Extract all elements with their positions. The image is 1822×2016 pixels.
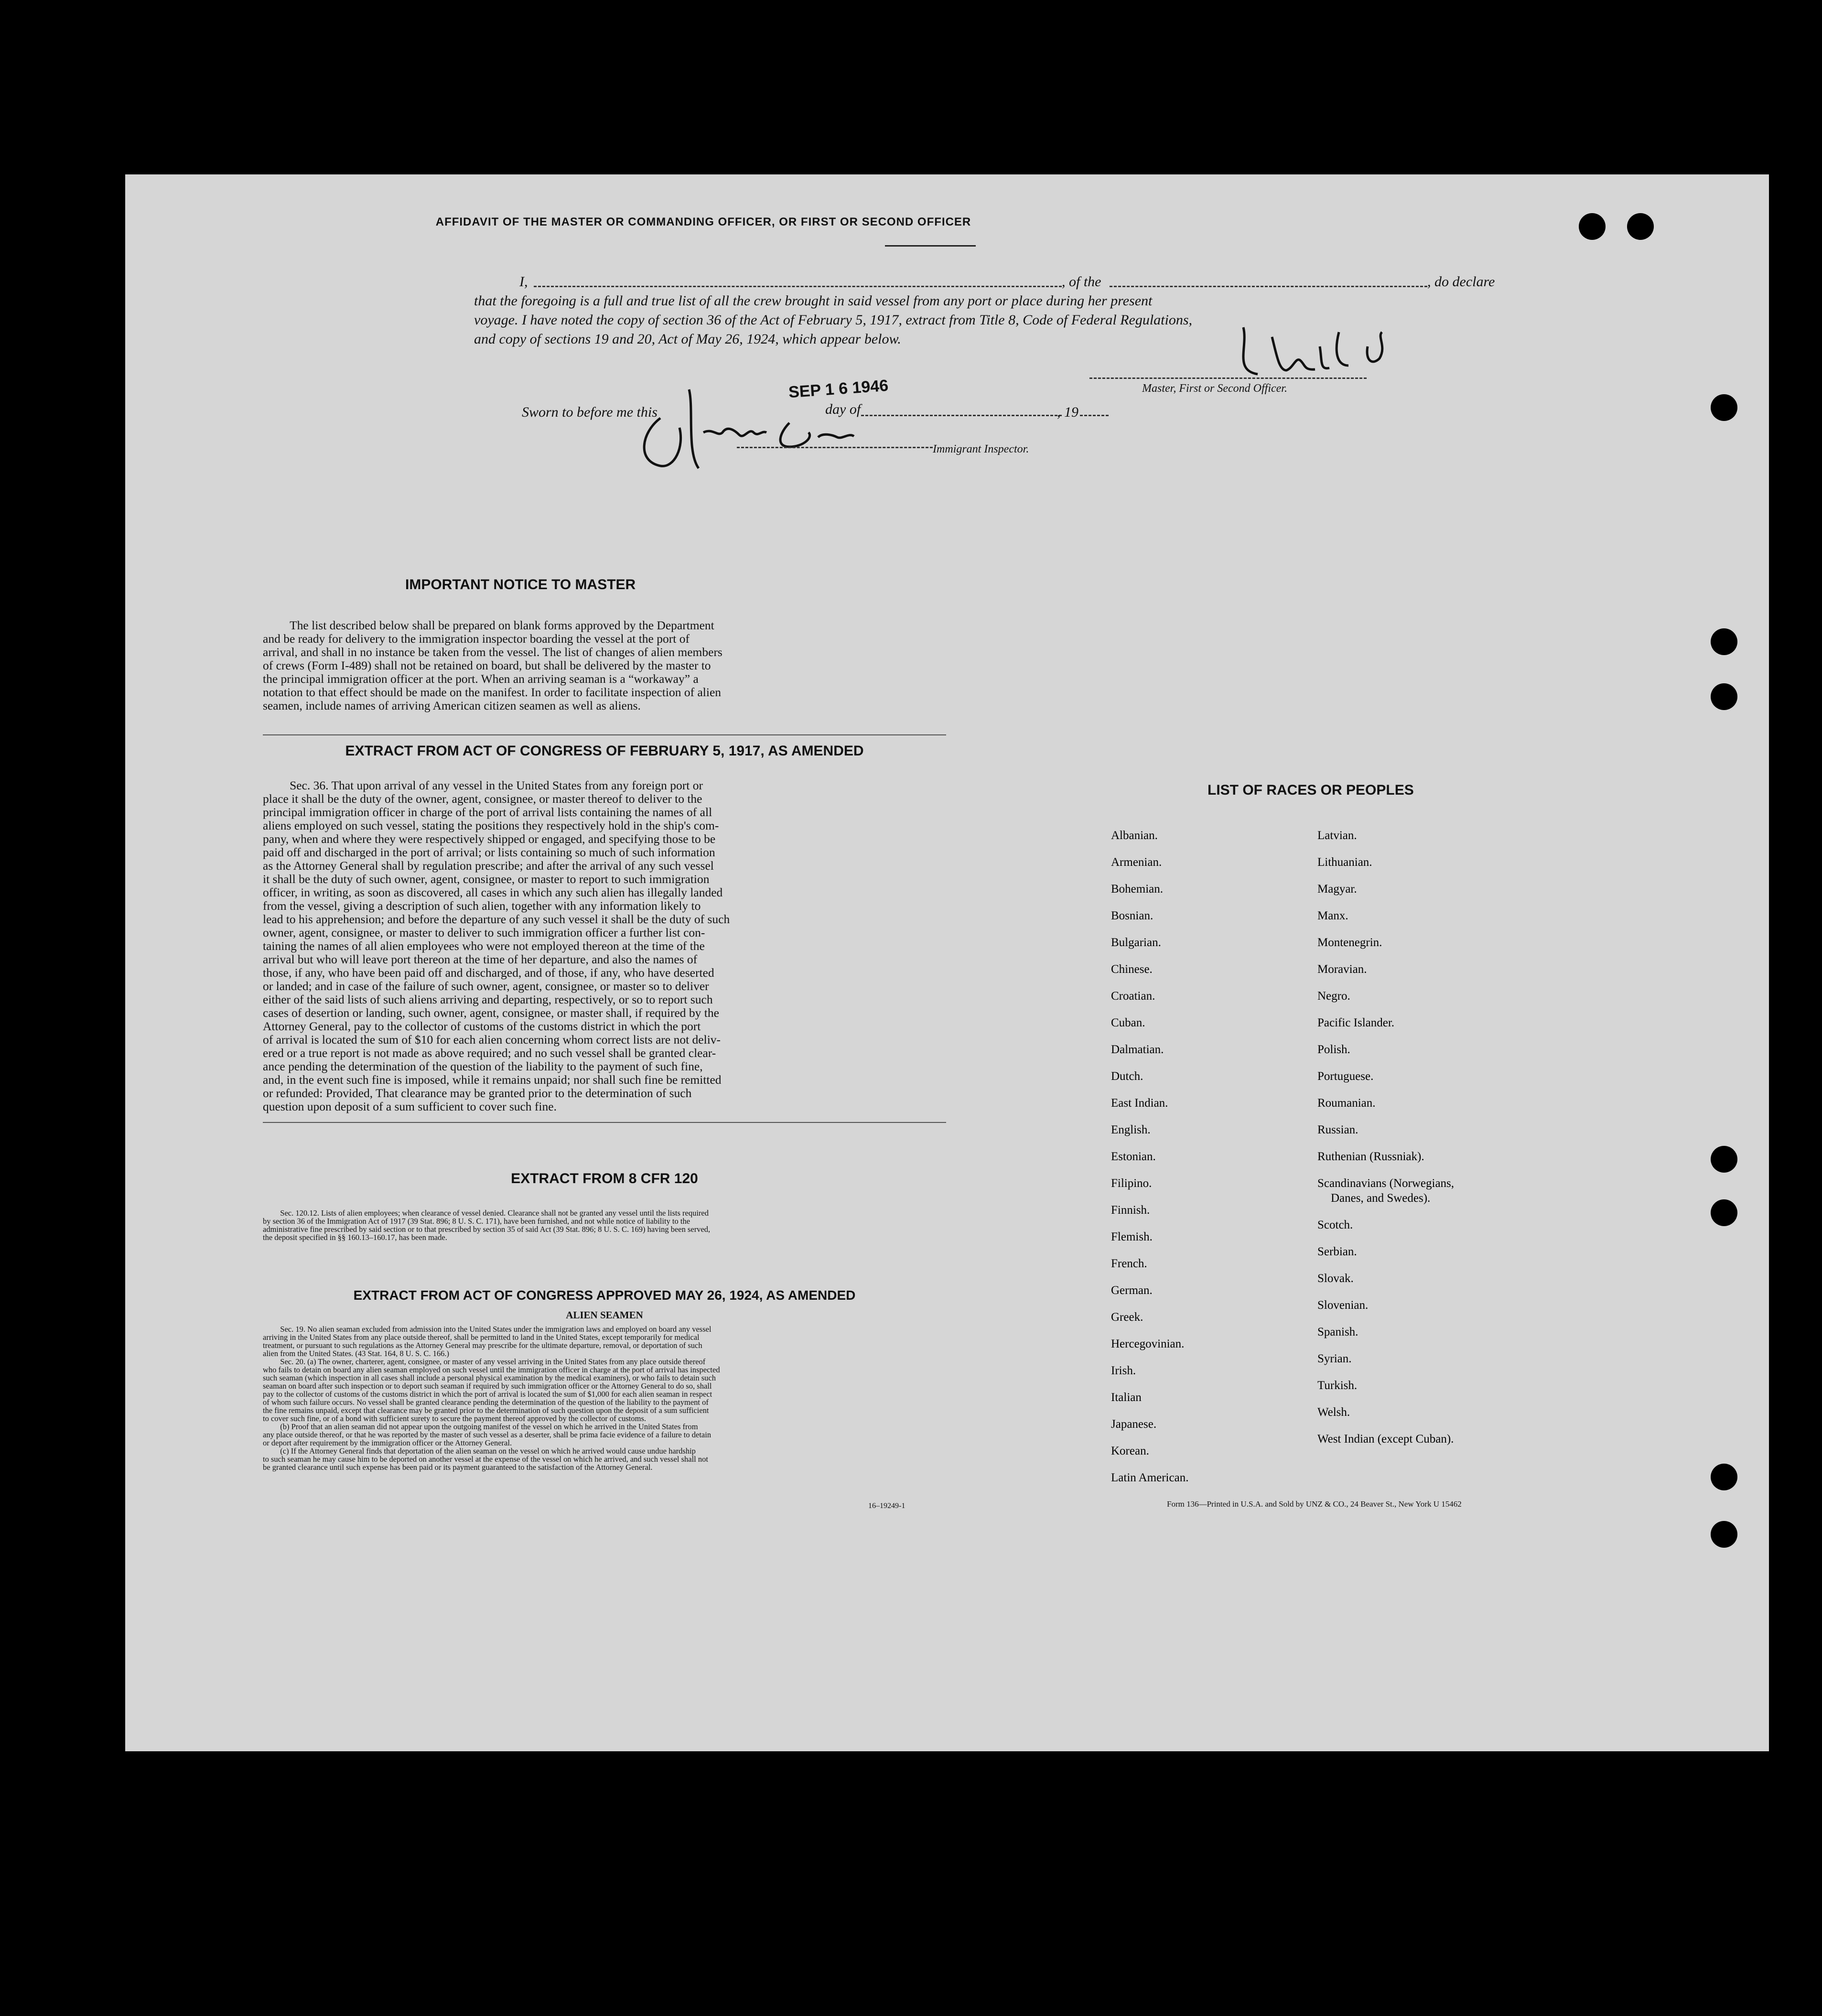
text-line: Sec. 20. (a) The owner, charterer, agent, consignee, or master of any vessel arriving in the United States from any place outside thereof — [280, 1357, 706, 1366]
race-item: Filipino. — [1111, 1177, 1152, 1190]
affidavit-declare: , do declare — [1427, 274, 1495, 290]
vessel-blank[interactable] — [1110, 286, 1427, 287]
affidavit-i: I, — [519, 274, 528, 290]
extract-1917-title: EXTRACT FROM ACT OF CONGRESS OF FEBRUARY 5, 1917, AS AMENDED — [345, 743, 864, 759]
punch-hole — [1711, 1199, 1737, 1226]
race-item: Moravian. — [1317, 963, 1367, 976]
affidavit-of-the: , of the — [1062, 274, 1101, 290]
text-line: as the Attorney General shall by regulation prescribe; and after the arrival of any such vessel — [263, 859, 714, 873]
inspector-signature — [632, 380, 899, 475]
race-item: English. — [1111, 1123, 1151, 1136]
text-line: notation to that effect should be made on the manifest. In order to facilitate inspection of alien — [263, 685, 722, 699]
date-stamp: SEP 1 6 1946 — [787, 376, 889, 402]
notice-body — [263, 619, 946, 712]
race-item: Syrian. — [1317, 1352, 1352, 1365]
document-page — [125, 174, 1769, 1751]
text-line: place it shall be the duty of the owner, agent, consignee, or master thereof to deliver to the — [263, 792, 702, 806]
master-signature — [1176, 318, 1444, 385]
text-line: question upon deposit of a sum sufficient to cover such fine. — [263, 1100, 557, 1113]
race-item: Finnish. — [1111, 1204, 1150, 1217]
text-line: cases of desertion or landing, such owner, agent, consignee, or master shall, if required by the — [263, 1006, 719, 1020]
race-item: French. — [1111, 1257, 1147, 1270]
text-line: the fine remains unpaid, except that clearance may be granted prior to the determination of such question upon the deposit of a sum sufficient — [263, 1406, 709, 1415]
race-item: Slovak. — [1317, 1272, 1354, 1285]
race-item: Magyar. — [1317, 883, 1357, 895]
text-line: of arrival is located the sum of $10 for each alien concerning whom correct lists are not deliv- — [263, 1033, 721, 1046]
text-line: The list described below shall be prepared on blank forms approved by the Department — [290, 618, 714, 632]
race-item: Irish. — [1111, 1364, 1136, 1377]
text-line: (b) Proof that an alien seaman did not appear upon the outgoing manifest of the vessel on which he arrived in the United States from — [280, 1422, 698, 1431]
affidavit-line3: voyage. I have noted the copy of section 36 of the Act of February 5, 1917, extract from Title 8, Code of Federal Regulations, — [474, 312, 1193, 328]
race-item: Greek. — [1111, 1311, 1143, 1324]
race-item: Bosnian. — [1111, 909, 1154, 922]
alien-seamen-subtitle: ALIEN SEAMEN — [566, 1309, 643, 1321]
race-item: Italian — [1111, 1391, 1142, 1404]
race-item: German. — [1111, 1284, 1153, 1297]
text-line: aliens employed on such vessel, stating the positions they respectively hold in the ship's com- — [263, 819, 719, 832]
race-item: Serbian. — [1317, 1245, 1357, 1258]
race-item: Estonian. — [1111, 1150, 1156, 1163]
race-item: Dutch. — [1111, 1070, 1143, 1083]
affidavit-line2: that the foregoing is a full and true list of all the crew brought in said vessel from any port or place during her present — [474, 293, 1153, 309]
inspector-label: Immigrant Inspector. — [933, 443, 1029, 455]
punch-hole — [1711, 628, 1737, 655]
year-text: , 19 — [1057, 404, 1078, 420]
text-line: the principal immigration officer at the port. When an arriving seaman is a “workaway” a — [263, 672, 699, 686]
text-line: and be ready for delivery to the immigration inspector boarding the vessel at the port of — [263, 632, 690, 646]
race-item: Lithuanian. — [1317, 856, 1372, 869]
text-line: ered or a true report is not made as above required; and no such vessel shall be granted clear- — [263, 1046, 716, 1060]
text-line: and, in the event such fine is imposed, while it remains unpaid; nor shall such fine be remitted — [263, 1073, 722, 1087]
master-label: Master, First or Second Officer. — [1142, 382, 1287, 395]
notice-title: IMPORTANT NOTICE TO MASTER — [405, 577, 636, 593]
affidavit-line4: and copy of sections 19 and 20, Act of May 26, 1924, which appear below. — [474, 331, 901, 347]
extract-1924-body — [263, 1325, 1032, 1471]
text-line: the deposit specified in §§ 160.13–160.17, has been made. — [263, 1233, 447, 1242]
race-item: Hercegovinian. — [1111, 1337, 1185, 1350]
punch-hole — [1711, 1146, 1737, 1173]
affidavit-title: AFFIDAVIT OF THE MASTER OR COMMANDING OFFICER, OR FIRST OR SECOND OFFICER — [435, 216, 971, 228]
text-line: of crews (Form I-489) shall not be retained on board, but shall be delivered by the master to — [263, 658, 711, 672]
race-item: Portuguese. — [1317, 1070, 1374, 1083]
race-item: Bohemian. — [1111, 883, 1164, 895]
race-item: Scotch. — [1317, 1218, 1353, 1231]
text-line: pany, when and where they were respectively shipped or engaged, and specifying those to be — [263, 832, 716, 846]
race-item: East Indian. — [1111, 1097, 1168, 1110]
cfr-body — [263, 1209, 1032, 1241]
races-title: LIST OF RACES OR PEOPLES — [1207, 782, 1414, 798]
text-line: alien from the United States. (43 Stat. 164, 8 U. S. C. 166.) — [263, 1349, 449, 1358]
text-line: be granted clearance until such expense has been paid or its payment guaranteed to the satisfaction of the Attorney General. — [263, 1463, 653, 1472]
text-line: Sec. 120.12. Lists of alien employees; when clearance of vessel denied. Clearance shall not be granted any vessel until the lists required — [280, 1208, 709, 1218]
punch-hole — [1711, 683, 1737, 710]
race-item: Ruthenian (Russniak). — [1317, 1150, 1424, 1163]
day-of-text: day of — [825, 401, 861, 417]
race-item: Spanish. — [1317, 1325, 1358, 1338]
race-item: Latin American. — [1111, 1471, 1189, 1484]
race-item: Latvian. — [1317, 829, 1357, 842]
text-line: Sec. 36. That upon arrival of any vessel in the United States from any foreign port or — [290, 778, 703, 792]
text-line: arriving in the United States from any place outside thereof, shall be permitted to land in the United States, except temporarily for medical — [263, 1333, 700, 1342]
text-line: Attorney General, pay to the collector of customs of the customs district in which the port — [263, 1019, 701, 1033]
punch-hole — [1711, 394, 1737, 421]
race-item: Russian. — [1317, 1123, 1358, 1136]
text-line: or landed; and in case of the failure of such owner, agent, consignee, or master so to deliver — [263, 979, 709, 993]
text-line: or refunded: Provided, That clearance may be granted prior to the determination of such — [263, 1086, 692, 1100]
text-line: lead to his apprehension; and before the departure of any such vessel it shall be the duty of such — [263, 912, 730, 926]
text-line: owner, agent, consignee, or master to deliver to such immigration officer a further list con- — [263, 926, 705, 939]
punch-hole — [1579, 213, 1606, 240]
race-item: Welsh. — [1317, 1405, 1350, 1419]
race-item: Polish. — [1317, 1043, 1350, 1056]
name-blank[interactable] — [534, 286, 1062, 287]
text-line: pay to the collector of customs of the customs district in which the port of arrival is located the sum of $1,000 for each alien seaman in respect — [263, 1390, 712, 1399]
sworn-text: Sworn to before me this — [522, 404, 658, 420]
text-line: seaman on board after such inspection or to deport such seaman if required by such immigration officer or the Attorney General to do so, shall — [263, 1381, 712, 1391]
master-signature-line[interactable] — [1089, 377, 1367, 379]
text-line: or deport after requirement by the immigration officer or the Attorney General. — [263, 1438, 512, 1447]
section-divider — [263, 734, 946, 735]
text-line: principal immigration officer in charge of the port of arrival lists containing the names of all — [263, 805, 712, 819]
race-item: Slovenian. — [1317, 1298, 1369, 1312]
text-line: from the vessel, giving a description of such alien, together with any information likely to — [263, 899, 701, 913]
inspector-signature-line[interactable] — [737, 447, 933, 448]
extract-1917-body — [263, 779, 946, 1113]
race-item: Danes, and Swedes). — [1331, 1191, 1431, 1205]
text-line: seamen, include names of arriving American citizen seamen as well as aliens. — [263, 699, 641, 712]
race-item: Flemish. — [1111, 1230, 1153, 1243]
text-line: such seaman (which inspection in all cases shall include a personal physical examination by the medical examiners), or who fails to detain such — [263, 1373, 716, 1382]
race-item: Japanese. — [1111, 1418, 1157, 1431]
text-line: any place outside thereof, or that he was reported by the master of such vessel as a deserter, shall be prima facie evidence of a failure to detain — [263, 1430, 712, 1439]
race-item: Armenian. — [1111, 856, 1162, 869]
race-item: Pacific Islander. — [1317, 1016, 1395, 1029]
year-blank[interactable] — [1080, 415, 1109, 416]
printer-footer: Form 136—Printed in U.S.A. and Sold by UNZ & CO., 24 Beaver St., New York U 15462 — [1167, 1499, 1462, 1509]
text-line: ance pending the determination of the question of the liability to the payment of such fine, — [263, 1059, 703, 1073]
race-item: Bulgarian. — [1111, 936, 1161, 949]
cfr-title: EXTRACT FROM 8 CFR 120 — [511, 1171, 698, 1186]
race-item: Cuban. — [1111, 1016, 1145, 1029]
race-item: Dalmatian. — [1111, 1043, 1164, 1056]
title-divider — [885, 245, 976, 247]
text-line: arrival but who will leave port thereon at the time of her departure, and also the names of — [263, 952, 698, 966]
race-item: Manx. — [1317, 909, 1348, 922]
text-line: paid off and discharged in the port of arrival; or lists containing so much of such information — [263, 845, 715, 859]
race-item: Korean. — [1111, 1445, 1149, 1457]
punch-hole — [1711, 1464, 1737, 1490]
race-item: Montenegrin. — [1317, 936, 1382, 949]
race-item: Albanian. — [1111, 829, 1158, 842]
text-line: it shall be the duty of such owner, agent, consignee, or master to report to such immigration — [263, 872, 710, 886]
text-line: of whom such failure occurs. No vessel shall be granted clearance pending the determination of the question of the liability to the payment of — [263, 1398, 709, 1407]
extract-1924-title: EXTRACT FROM ACT OF CONGRESS APPROVED MAY 26, 1924, AS AMENDED — [353, 1288, 856, 1303]
text-line: those, if any, who have been paid off and discharged, and of those, if any, who have deserted — [263, 966, 714, 980]
race-item: Scandinavians (Norwegians, — [1317, 1177, 1455, 1190]
text-line: who fails to detain on board any alien seaman employed on such vessel until the immigration officer in charge at the port of arrival has inspected — [263, 1365, 720, 1374]
text-line: to cover such fine, or of a bond with sufficient surety to secure the payment thereof approved by the collector of customs. — [263, 1414, 646, 1423]
punch-hole — [1627, 213, 1654, 240]
text-line: either of the said lists of such aliens arriving and departing, respectively, or so to report such — [263, 992, 713, 1006]
text-line: arrival, and shall in no instance be taken from the vessel. The list of changes of alien members — [263, 645, 722, 659]
text-line: taining the names of all alien employees who were not employed thereon at the time of the — [263, 939, 705, 953]
section-divider-2 — [263, 1122, 946, 1123]
text-line: administrative fine prescribed by said section or to that prescribed by section 35 of said Act (39 Stat. 896; 8 U. S. C. 169) having been served, — [263, 1225, 711, 1234]
text-line: Sec. 19. No alien seaman excluded from admission into the United States under the immigration laws and employed on board any vessel — [280, 1325, 712, 1334]
race-item: Roumanian. — [1317, 1097, 1376, 1110]
text-line: treatment, or pursuant to such regulations as the Attorney General may prescribe for the ultimate departure, removal, or deportation of such — [263, 1341, 702, 1350]
form-number: 16–19249-1 — [868, 1502, 906, 1510]
race-item: Turkish. — [1317, 1379, 1358, 1392]
punch-hole — [1711, 1521, 1737, 1548]
race-item: Croatian. — [1111, 990, 1155, 1003]
race-item: West Indian (except Cuban). — [1317, 1432, 1454, 1445]
text-line: officer, in writing, as soon as discovered, all cases in which any such alien has illegally landed — [263, 885, 723, 899]
text-line: by section 36 of the Immigration Act of 1917 (39 Stat. 896; 8 U. S. C. 171), have been furnished, and not while notice of liability to the — [263, 1217, 690, 1226]
race-item: Chinese. — [1111, 963, 1153, 976]
text-line: (c) If the Attorney General finds that deportation of the alien seaman on the vessel on which he arrived would cause undue hardship — [280, 1446, 696, 1455]
text-line: to such seaman he may cause him to be deported on another vessel at the expense of the vessel on which he arrived, and such vessel shall not — [263, 1455, 708, 1464]
race-item: Negro. — [1317, 990, 1350, 1003]
